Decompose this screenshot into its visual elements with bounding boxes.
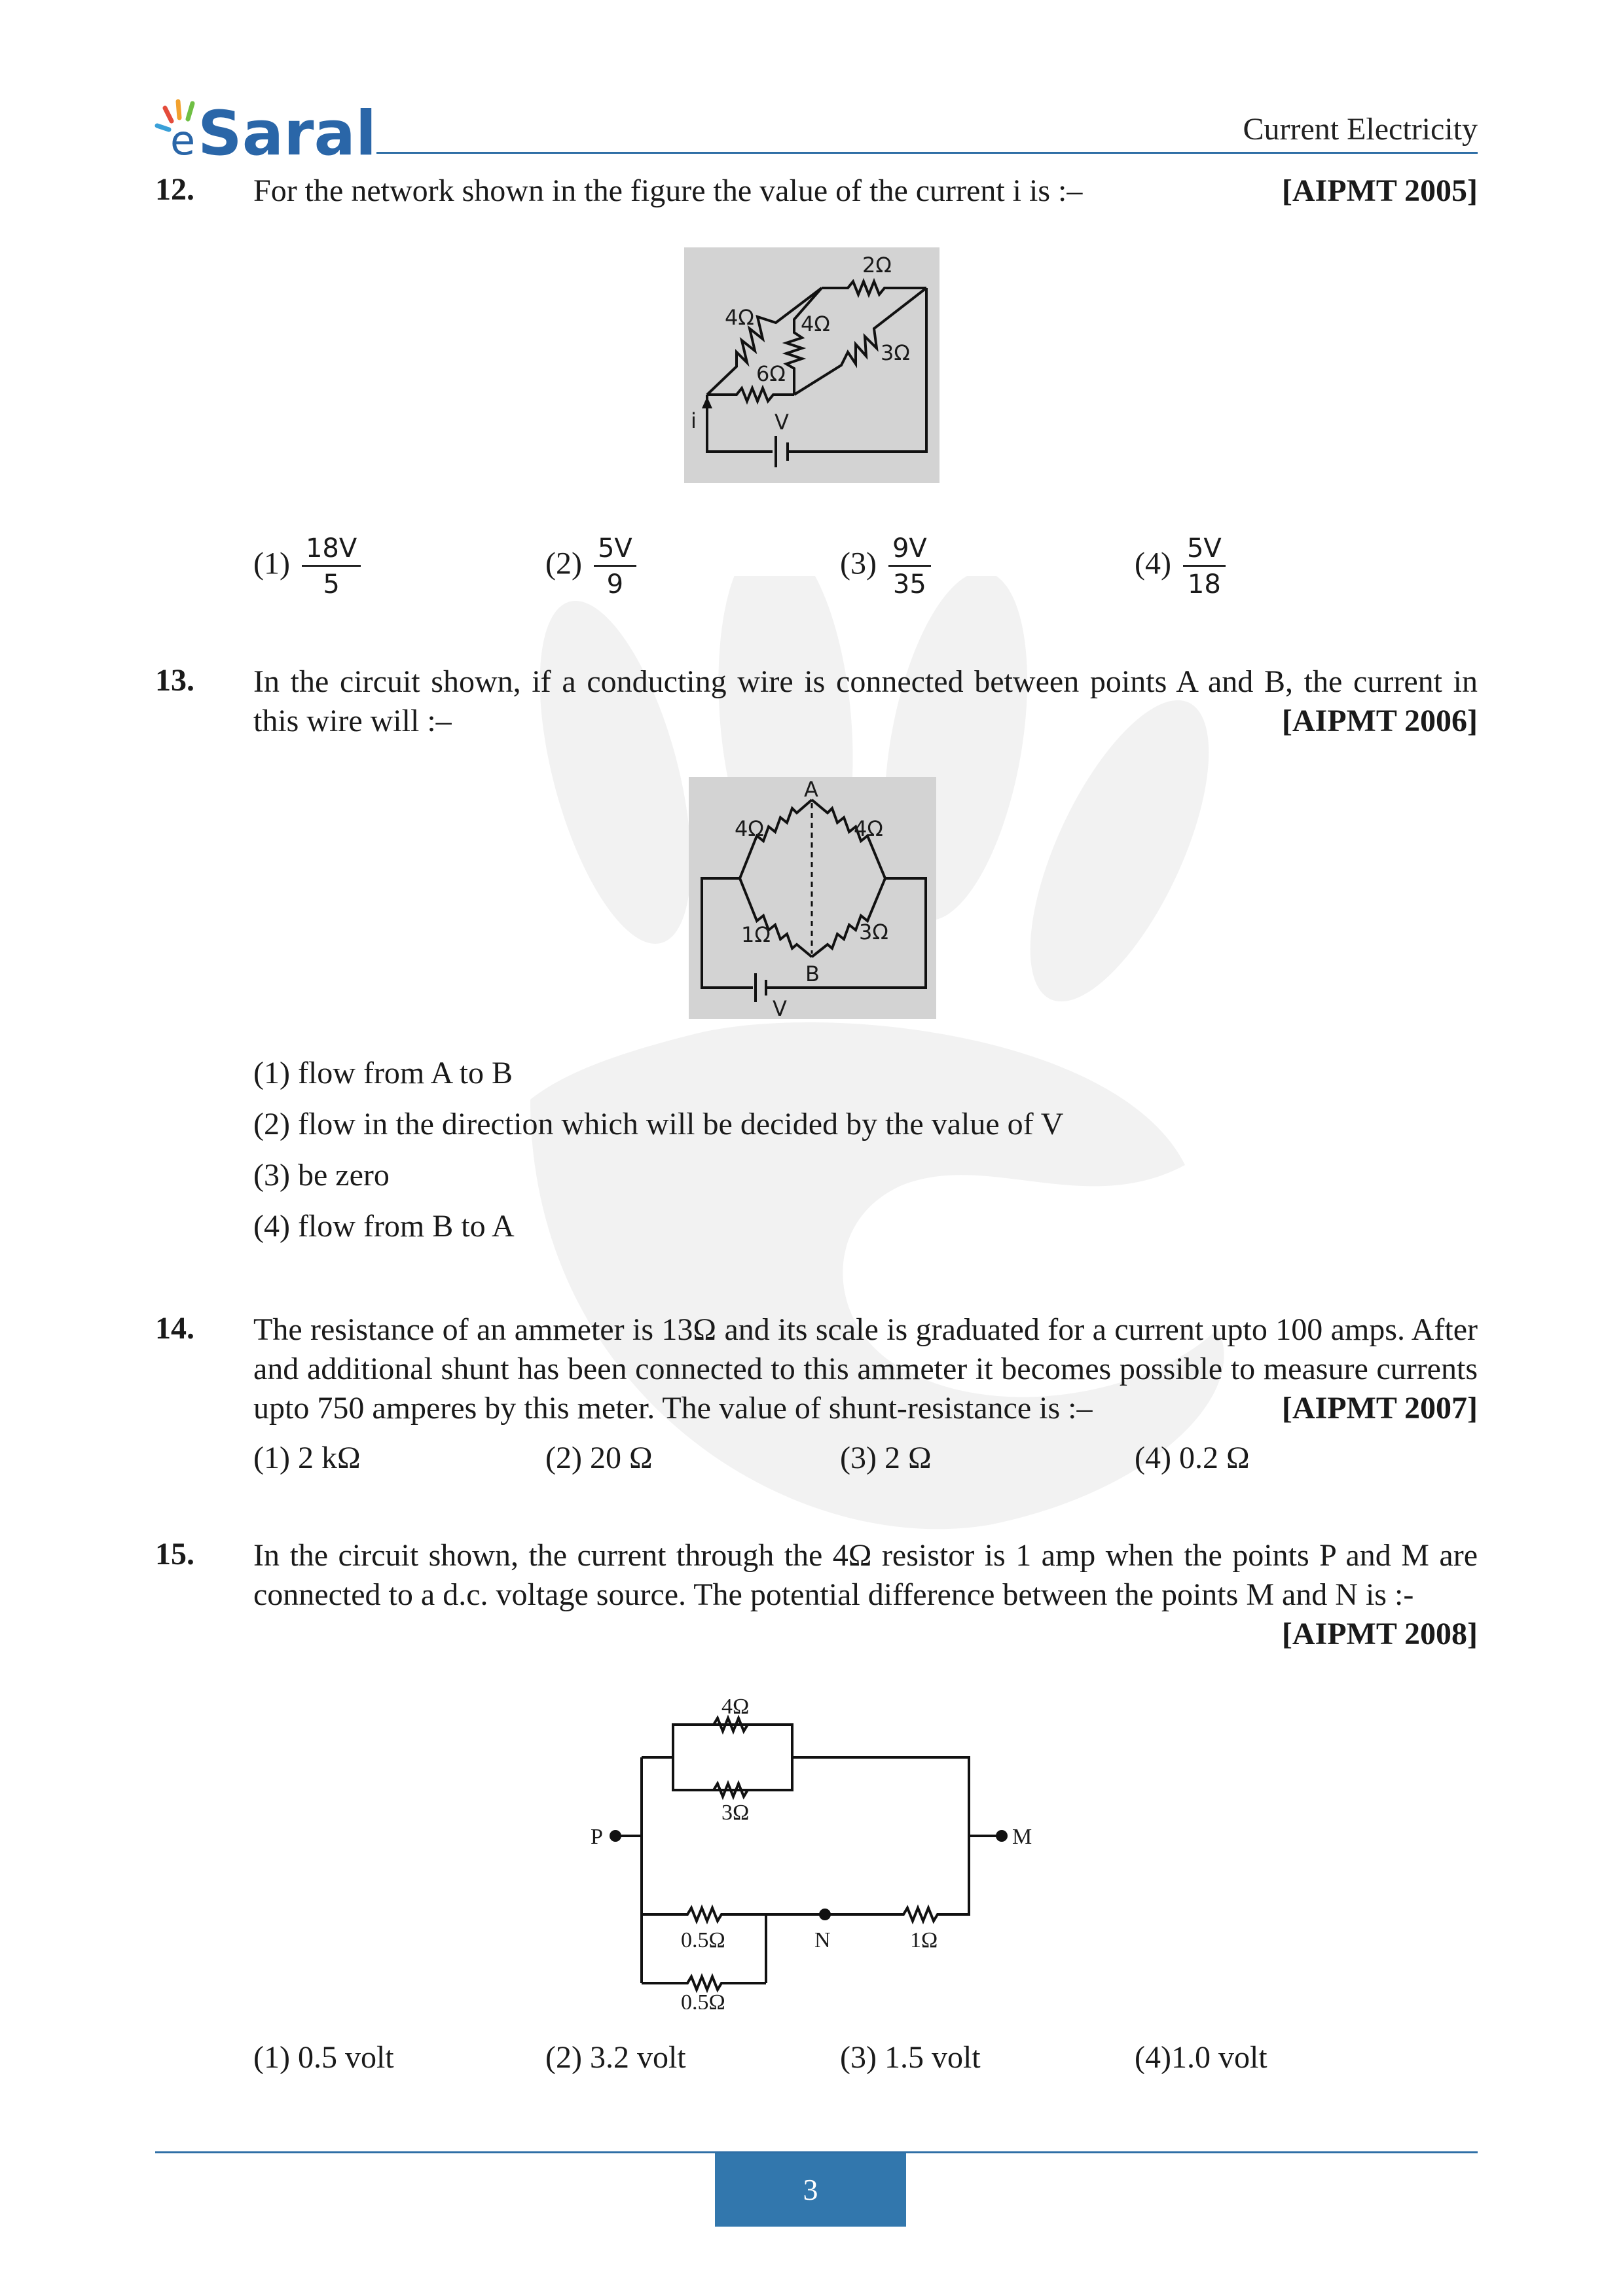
question-15-tag: [AIPMT 2008] — [1281, 1617, 1478, 1651]
svg-text:1Ω: 1Ω — [910, 1928, 938, 1952]
svg-text:B: B — [805, 961, 820, 986]
question-12-option-2[interactable]: (2) $\frac{5V}{9}$ — [545, 533, 636, 600]
svg-text:4Ω: 4Ω — [854, 816, 883, 841]
svg-text:Saral: Saral — [198, 98, 377, 164]
question-13-figure — [689, 777, 936, 1019]
question-12-option-4[interactable]: (4) $\frac{5V}{18}$ — [1135, 533, 1226, 600]
question-14-text: The resistance of an ammeter is 13Ω and its scale is graduated for a current upto 100 amps. After and additional shunt has been connected to this ammeter it becomes possible to measure currents upto 750 amperes by this meter. The value of shunt-resistance is :– [AIPMT 2007] — [253, 1310, 1478, 1428]
svg-text:0.5Ω: 0.5Ω — [681, 1990, 725, 2009]
question-15-option-3[interactable]: (3) 1.5 volt — [840, 2040, 981, 2075]
question-13-option-2[interactable]: (2) flow in the direction which will be decided by the value of V — [253, 1107, 1064, 1141]
svg-text:0.5Ω: 0.5Ω — [681, 1928, 725, 1952]
svg-text:N: N — [814, 1928, 831, 1952]
question-14-option-2[interactable]: (2) 20 Ω — [545, 1441, 653, 1475]
question-13-option-4[interactable]: (4) flow from B to A — [253, 1209, 515, 1244]
svg-text:4Ω: 4Ω — [735, 816, 764, 841]
question-15-option-1[interactable]: (1) 0.5 volt — [253, 2040, 394, 2075]
question-14-tag: [AIPMT 2007] — [1281, 1391, 1478, 1426]
esaral-logo — [152, 92, 388, 164]
question-15-text: In the circuit shown, the current through the 4Ω resistor is 1 amp when the points P and M are connected to a d.c. voltage source. The potential difference between the points M and N is :- [AIPMT 2008] — [253, 1536, 1478, 1654]
question-14-option-1[interactable]: (1) 2 kΩ — [253, 1441, 361, 1475]
question-15-option-4[interactable]: (4)1.0 volt — [1135, 2040, 1267, 2075]
header-rule — [376, 152, 1478, 154]
question-13-tag: [AIPMT 2006] — [1281, 704, 1478, 738]
question-12-number: 12. — [155, 172, 194, 207]
question-12-text: [AIPMT 2005] For the network shown in the figure the value of the current i is :– — [253, 171, 1478, 211]
svg-text:V: V — [773, 996, 787, 1019]
svg-text:3Ω: 3Ω — [859, 920, 888, 944]
svg-text:3Ω: 3Ω — [881, 340, 910, 365]
question-12-figure — [684, 247, 939, 483]
svg-text:3Ω: 3Ω — [721, 1801, 750, 1825]
page-number: 3 — [715, 2153, 906, 2227]
question-13-number: 13. — [155, 663, 194, 698]
svg-text:2Ω: 2Ω — [862, 253, 892, 278]
svg-text:1Ω: 1Ω — [741, 922, 771, 947]
question-14-option-3[interactable]: (3) 2 Ω — [840, 1441, 932, 1475]
svg-text:P: P — [591, 1825, 603, 1849]
question-15-number: 15. — [155, 1537, 194, 1571]
svg-text:i: i — [691, 408, 697, 433]
svg-text:V: V — [775, 410, 789, 435]
question-14-number: 14. — [155, 1311, 194, 1346]
question-15-figure — [576, 1689, 1061, 2009]
subject-title: Current Electricity — [1243, 112, 1478, 147]
question-13-option-1[interactable]: (1) flow from A to B — [253, 1056, 513, 1090]
svg-text:4Ω: 4Ω — [725, 305, 754, 330]
question-13-option-3[interactable]: (3) be zero — [253, 1158, 390, 1193]
question-13-text: In the circuit shown, if a conducting wire is connected between points A and B, the current in this wire will :– [AIPMT 2006] — [253, 662, 1478, 741]
svg-text:4Ω: 4Ω — [801, 312, 830, 336]
question-12-option-3[interactable]: (3) $\frac{9V}{35}$ — [840, 533, 931, 600]
question-12-option-1[interactable]: (1) $\frac{18V}{5}$ — [253, 533, 361, 600]
svg-text:6Ω: 6Ω — [756, 361, 786, 386]
svg-text:e: e — [170, 117, 196, 164]
svg-text:4Ω: 4Ω — [721, 1695, 750, 1719]
question-15-option-2[interactable]: (2) 3.2 volt — [545, 2040, 686, 2075]
svg-text:M: M — [1012, 1825, 1032, 1849]
svg-text:A: A — [804, 777, 818, 802]
question-14-option-4[interactable]: (4) 0.2 Ω — [1135, 1441, 1250, 1475]
question-12-tag: [AIPMT 2005] — [1281, 173, 1478, 208]
